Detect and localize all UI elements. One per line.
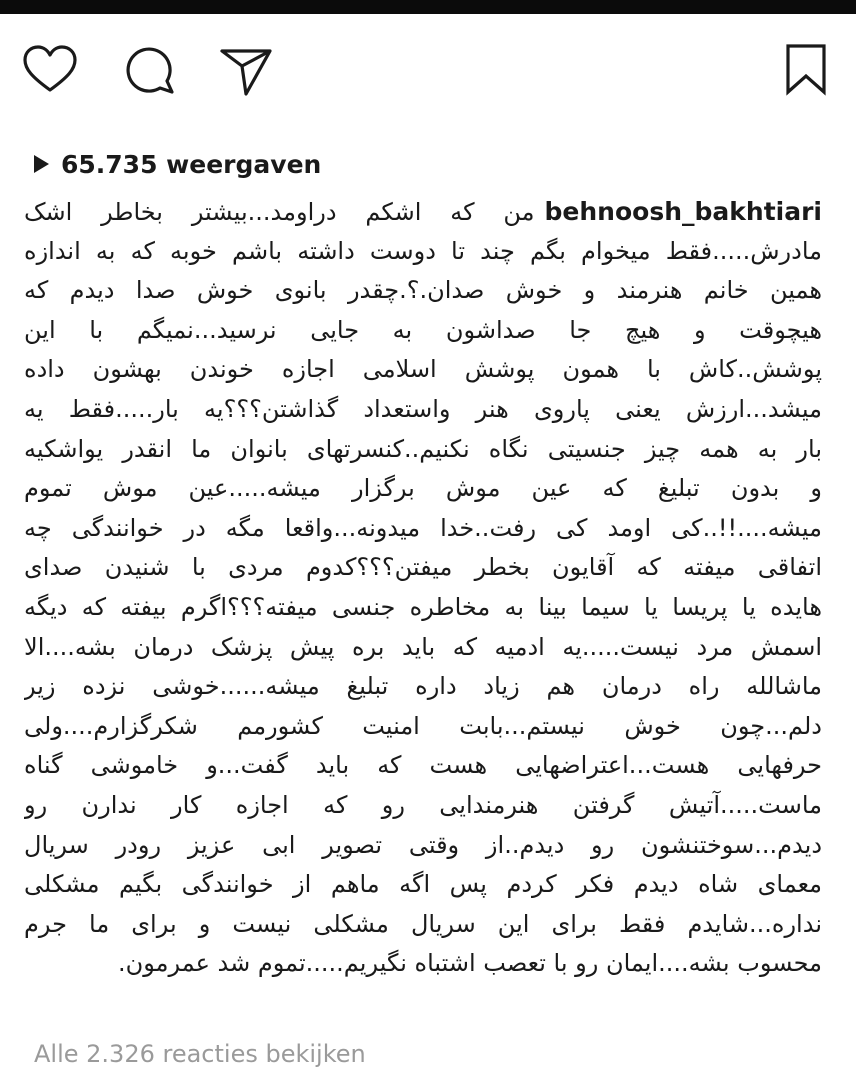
caption-line: اسمش مرد نیست.....یه ادمیه که باید بره پیش پزشک درمان بشه....الا	[24, 632, 822, 661]
speech-bubble-icon[interactable]	[120, 40, 180, 100]
caption-line: ماست.....آتیش گرفتن هنرمندایی رو که اجازه کار ندارن رو	[24, 790, 822, 819]
view-all-comments-link[interactable]: Alle 2.326 reacties bekijken	[34, 1040, 366, 1068]
caption-line-text: من که اشکم دراومد...بیشتر بخاطر اشک	[24, 198, 535, 226]
caption-line: هایده یا پریسا یا سیما بینا به مخاطره جنسی میفته؟؟؟اگرم بیفته که دیگه	[24, 592, 822, 621]
caption-line: نداره...شایدم فقط برای این سریال مشکلی نیست و برای ما جرم	[24, 909, 822, 938]
play-icon	[34, 155, 49, 173]
bookmark-icon[interactable]	[776, 40, 836, 100]
caption-line: حرفهایی هست...اعتراضهایی هست که باید گفت...و خاموشی گناه	[24, 751, 822, 780]
username-link[interactable]: behnoosh_bakhtiari	[544, 197, 822, 226]
post-caption	[24, 192, 822, 984]
status-bar	[0, 0, 856, 14]
caption-line: همین خانم هنرمند و خوش صدان.؟.چقدر بانوی خوش صدا دیدم که	[24, 276, 822, 305]
caption-line: معمای شاه دیدم فکر کردم پس اگه ماهم از خوانندگی بگیم مشکلی	[24, 870, 822, 899]
caption-line: محسوب بشه....ایمان رو با تعصب اشتباه نگیریم.....تموم شد عمرمون.	[117, 949, 822, 978]
post-action-bar	[0, 14, 856, 124]
caption-line: مادرش.....فقط میخوام بگم چند تا دوست داشته باشم خوبه که به اندازه	[24, 236, 822, 265]
caption-line: و بدون تبلیغ که عین موش برگزار میشه.....عین موش تموم	[24, 474, 822, 503]
paper-plane-icon[interactable]	[216, 40, 276, 100]
caption-line: دیدم...سوختنشون رو دیدم..از وقتی تصویر ابی عزیز رودر سریال	[24, 830, 822, 859]
view-count	[34, 144, 321, 184]
caption-line: ماشالله راه درمان هم زیاد داره تبلیغ میشه......خوشی نزده زیر	[24, 672, 822, 701]
caption-line: هیچوقت و هیچ جا صداشون به جایی نرسید...نمیگم با این	[24, 315, 822, 344]
view-count-text: 65.735 weergaven	[61, 149, 322, 179]
caption-line: دلم...چون خوش نیستم...بابت امنیت کشورمم شکرگزارم....ولی	[24, 711, 822, 740]
caption-line: میشد...ارزش یعنی پاروی هنر واستعداد گذاشتن؟؟؟یه بار.....فقط یه	[24, 394, 822, 423]
caption-line: بار به همه چیز جنسیتی نگاه نکنیم..کنسرتهای بانوان ما انقدر یواشکیه	[24, 434, 822, 463]
caption-line	[24, 192, 822, 232]
caption-line: اتفاقی میفته که آقایون بخطر میفتن؟؟؟کدوم مردی با شنیدن صدای	[24, 553, 822, 582]
heart-icon[interactable]	[20, 40, 80, 100]
caption-line: پوشش..کاش با همون پوشش اسلامی اجازه خوندن بهشون داده	[24, 355, 822, 384]
caption-line: میشه....!!..کی اومد کی رفت..خدا میدونه...واقعا مگه در خوانندگی چه	[24, 513, 822, 542]
